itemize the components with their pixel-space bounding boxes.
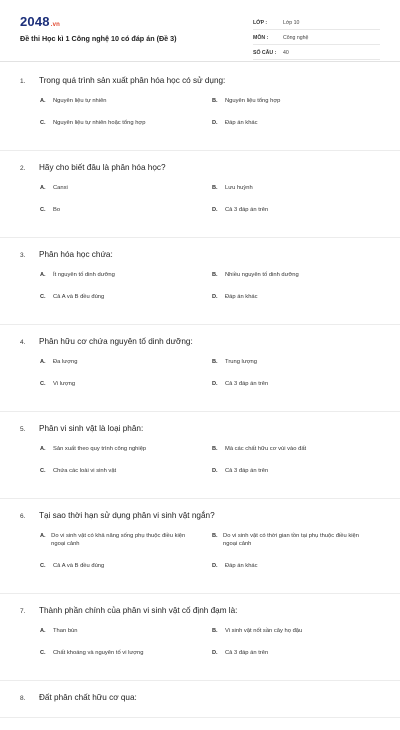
option-text: Nguyên liệu tự nhiên hoặc tổng hợp [53,120,146,126]
question-list [0,76,400,730]
question-header [20,424,382,438]
question-item [0,76,400,151]
option-text: Do vi sinh vật có thời gian tồn tại phụ thuộc điều kiện ngoại cảnh [223,533,359,547]
meta-row-subject [253,31,380,45]
answer-option[interactable] [192,561,364,583]
option-letter: B. [212,272,218,278]
option-text: Mà các chất hữu cơ vùi vào đất [225,446,307,452]
question-header [20,250,382,264]
answer-option[interactable] [20,357,192,379]
answer-option[interactable] [20,205,192,227]
option-text: Trung lượng [225,359,257,365]
question-number: 4. [20,339,26,346]
question-text: Phân hữu cơ chứa nguyên tố dinh dưỡng: [39,337,193,346]
answer-option[interactable] [20,292,192,314]
option-text: Vi sinh vật nốt sần cây họ đậu [225,628,303,634]
option-text: Ít nguyên tố dinh dưỡng [53,272,115,278]
option-letter: B. [212,628,218,634]
option-letter: D. [212,563,218,569]
site-logo[interactable] [20,14,60,29]
answer-option[interactable] [192,531,364,561]
answer-option[interactable] [20,561,192,583]
answer-options [20,96,382,140]
meta-row-count [253,46,380,60]
option-text: Cả A và B đều đúng [53,563,105,569]
option-letter: C. [40,650,46,656]
question-text: Thành phần chính của phân vi sinh vật cố định đạm là: [39,606,238,615]
question-text: Phân vi sinh vật là loại phân: [39,424,144,433]
page-header [0,0,400,62]
answer-option[interactable] [192,444,364,466]
option-letter: D. [212,120,218,126]
question-item [0,337,400,412]
meta-label: LỚP : [253,19,268,26]
option-letter: D. [212,468,218,474]
option-text: Cả 3 đáp án trên [225,468,269,474]
option-text: Canxi [53,185,68,191]
answer-option[interactable] [20,531,192,561]
answer-option[interactable] [192,183,364,205]
question-number: 7. [20,608,26,615]
option-text: Cả A và B đều đúng [53,294,105,300]
option-letter: A. [40,446,46,452]
answer-option[interactable] [20,466,192,488]
answer-options [20,626,382,670]
option-text: Lưu huỳnh [225,185,253,191]
option-text: Cả 3 đáp án trên [225,207,269,213]
option-text: Vi lượng [53,381,76,387]
answer-option[interactable] [20,118,192,140]
question-item [0,693,400,718]
question-number: 1. [20,78,26,85]
option-text: Than bùn [53,628,78,634]
answer-options [20,270,382,314]
option-letter: B. [212,446,218,452]
option-letter: A. [40,98,46,104]
question-text: Tại sao thời hạn sử dụng phân vi sinh vật ngắn? [39,511,215,520]
question-text: Trong quá trình sản xuất phân hóa học có sử dụng: [39,76,226,85]
option-letter: D. [212,294,218,300]
answer-option[interactable] [20,96,192,118]
question-number: 2. [20,165,26,172]
answer-option[interactable] [20,648,192,670]
answer-option[interactable] [192,292,364,314]
option-text: Cả 3 đáp án trên [225,650,269,656]
answer-options [20,183,382,227]
exam-meta [253,16,380,61]
answer-options [20,357,382,401]
question-header [20,337,382,351]
option-text: Đa lượng [53,359,78,365]
option-letter: A. [40,359,46,365]
answer-option[interactable] [192,357,364,379]
option-letter: C. [40,207,46,213]
logo-suffix: .vn [50,22,61,28]
question-header [20,511,382,525]
question-header [20,163,382,177]
option-letter: B. [212,185,218,191]
option-letter: C. [40,563,46,569]
question-header [20,76,382,90]
question-item [0,424,400,499]
answer-option[interactable] [20,444,192,466]
option-letter: D. [212,207,218,213]
question-number: 5. [20,426,26,433]
meta-value: Công nghệ [283,34,309,41]
question-text: Hãy cho biết đâu là phân hóa học? [39,163,166,172]
answer-options [20,444,382,488]
question-number: 3. [20,252,26,259]
answer-option[interactable] [20,379,192,401]
option-text: Do vi sinh vật có khả năng sống phụ thuộc điều kiện ngoại cảnh [51,533,186,547]
answer-option[interactable] [192,379,364,401]
answer-option[interactable] [192,205,364,227]
question-header [20,606,382,620]
option-letter: D. [212,650,218,656]
option-letter: B. [212,98,218,104]
document-title: Đề thi Học kì 1 Công nghệ 10 có đáp án (Đề 3) [20,34,177,43]
option-text: Bo [53,207,61,213]
meta-value: 40 [283,49,289,56]
option-letter: C. [40,294,46,300]
option-letter: A. [40,533,46,539]
question-text: Phân hóa học chứa: [39,250,113,259]
option-letter: B. [212,533,218,539]
question-header [20,693,382,707]
logo-main: 2048 [20,14,50,29]
option-letter: A. [40,628,46,634]
option-letter: D. [212,381,218,387]
question-item [0,606,400,681]
answer-option[interactable] [192,118,364,140]
answer-option[interactable] [20,183,192,205]
answer-option[interactable] [192,270,364,292]
question-number: 6. [20,513,26,520]
option-letter: C. [40,381,46,387]
question-item [0,250,400,325]
option-letter: A. [40,185,46,191]
option-letter: A. [40,272,46,278]
meta-label: SỐ CÂU : [253,49,277,56]
option-text: Đáp án khác [225,563,258,569]
question-number: 8. [20,695,26,702]
answer-option[interactable] [20,626,192,648]
option-text: Chứa các loài vi sinh vật [53,468,117,474]
option-text: Nhiều nguyên tố dinh dưỡng [225,272,299,278]
answer-option[interactable] [192,626,364,648]
meta-value: Lớp 10 [283,19,300,26]
option-text: Sản xuất theo quy trình công nghiệp [53,446,147,452]
answer-option[interactable] [20,270,192,292]
meta-row-class [253,16,380,30]
option-letter: C. [40,468,46,474]
answer-option[interactable] [192,648,364,670]
option-letter: B. [212,359,218,365]
option-letter: C. [40,120,46,126]
question-text: Đất phân chất hữu cơ qua: [39,693,137,702]
option-text: Chất khoáng và nguyên tố vi lượng [53,650,144,656]
question-item [0,163,400,238]
answer-options [20,531,382,583]
answer-option[interactable] [192,96,364,118]
option-text: Nguyên liệu tổng hợp [225,98,281,104]
option-text: Cả 3 đáp án trên [225,381,269,387]
answer-option[interactable] [192,466,364,488]
option-text: Đáp án khác [225,120,258,126]
option-text: Đáp án khác [225,294,258,300]
option-text: Nguyên liệu tự nhiên [53,98,107,104]
question-item [0,511,400,594]
meta-label: MÔN : [253,34,269,41]
